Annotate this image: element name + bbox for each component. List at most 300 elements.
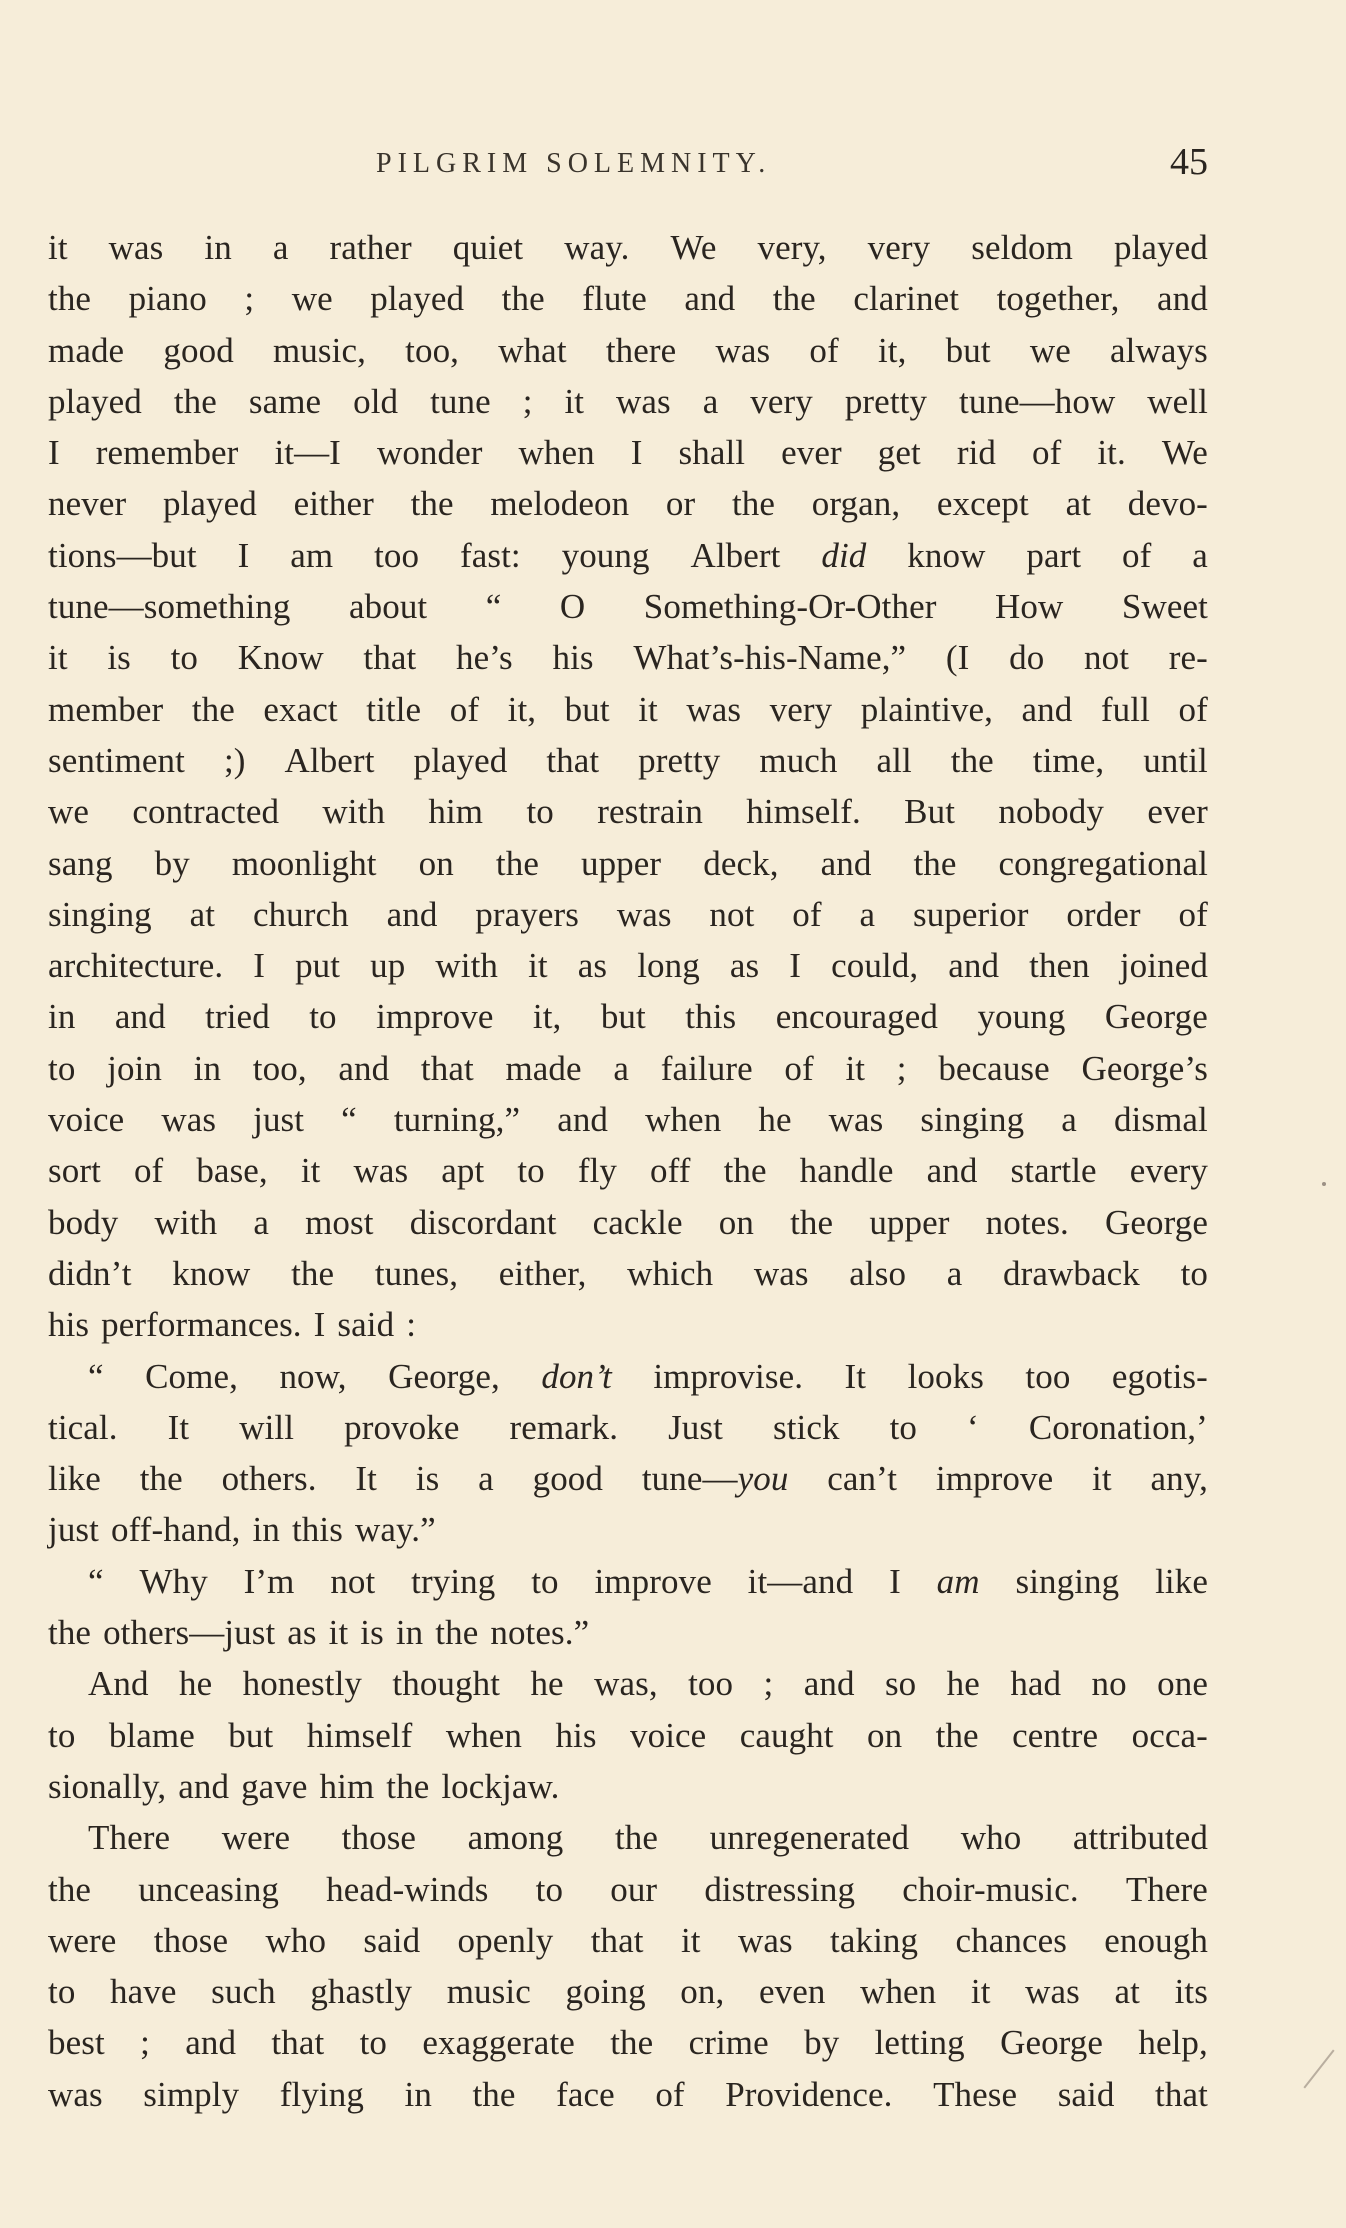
word: centre — [1012, 1715, 1099, 1755]
word: of — [655, 2074, 685, 2114]
word: very — [769, 689, 833, 729]
italic-word: don’t — [541, 1356, 612, 1396]
word: blame — [108, 1715, 195, 1755]
word: ; — [896, 1048, 907, 1088]
word: I — [889, 1561, 901, 1601]
word: it — [48, 638, 68, 678]
word: flying — [279, 2074, 364, 2114]
word: pretty — [638, 740, 721, 780]
word: voice — [48, 1100, 125, 1140]
word: and — [926, 1151, 978, 1191]
word: young — [561, 535, 650, 575]
word: music, — [272, 330, 366, 370]
word: ‘ — [967, 1407, 979, 1447]
word: rather — [329, 228, 412, 267]
word: when — [445, 1715, 523, 1755]
word: Something-Or-Other — [643, 587, 937, 627]
word: too — [1025, 1356, 1071, 1396]
word: superior — [912, 894, 1029, 934]
page-number: 45 — [1170, 141, 1208, 183]
word: with — [435, 946, 499, 986]
word: is — [415, 1459, 440, 1499]
word: of — [1032, 433, 1062, 473]
word: will — [239, 1407, 295, 1447]
word: were — [48, 1920, 117, 1960]
word: but — [945, 330, 991, 370]
word: was — [753, 1253, 809, 1293]
word: the — [386, 1766, 430, 1806]
word: this — [685, 997, 737, 1037]
word: it — [528, 946, 548, 986]
word: stick — [772, 1407, 840, 1447]
word: There — [1125, 1869, 1208, 1909]
word: tunes, — [374, 1253, 459, 1293]
word: because — [938, 1048, 1050, 1088]
word: startle — [1010, 1151, 1097, 1191]
word: was — [48, 2074, 103, 2114]
running-head: PILGRIM SOLEMNITY. — [376, 148, 772, 179]
word: thought — [392, 1664, 501, 1704]
word: simply — [143, 2074, 240, 2114]
word: improve — [376, 997, 494, 1037]
word: I — [237, 535, 250, 575]
word: could, — [831, 946, 919, 986]
word: his — [48, 1305, 90, 1345]
word: flute — [582, 279, 647, 319]
word: the — [913, 843, 957, 883]
word: in — [204, 228, 232, 267]
word: George’s — [1081, 1048, 1208, 1088]
word: most — [305, 1202, 374, 1242]
word: head-winds — [326, 1869, 489, 1909]
text-line — [48, 1043, 1208, 1094]
word: church — [252, 894, 349, 934]
word: to — [48, 1048, 76, 1088]
word: Coronation,’ — [1028, 1407, 1208, 1447]
word: the — [610, 2023, 654, 2063]
word: old — [353, 381, 399, 421]
word: sentiment — [48, 740, 185, 780]
text-line — [48, 1094, 1208, 1145]
word: and — [1157, 279, 1208, 319]
word: it — [300, 1151, 321, 1191]
word: singing — [920, 1100, 1025, 1140]
text-line — [48, 1658, 1208, 1709]
word: too — [688, 1664, 734, 1704]
word: either, — [498, 1253, 587, 1293]
word: notes.” — [490, 1613, 590, 1653]
word: it—I — [274, 433, 341, 473]
text-line — [48, 1710, 1208, 1761]
word: but — [228, 1715, 274, 1755]
word: not — [330, 1561, 376, 1601]
word: no — [1091, 1664, 1127, 1704]
word: very, — [757, 228, 827, 267]
word: when — [645, 1100, 722, 1140]
word: who — [265, 1920, 327, 1960]
word: it. — [1097, 433, 1126, 473]
text-line — [48, 1299, 1208, 1350]
word: order — [1066, 894, 1141, 934]
page-header — [48, 140, 1208, 190]
text-line — [48, 1812, 1208, 1863]
word: played — [1114, 228, 1208, 267]
word: as — [729, 946, 760, 986]
word: choir-music. — [902, 1869, 1079, 1909]
word: but — [600, 997, 646, 1037]
word: turning,” — [393, 1100, 521, 1140]
word: gave — [241, 1766, 308, 1806]
word: it — [328, 1613, 349, 1653]
word: dismal — [1113, 1100, 1208, 1140]
word: the — [772, 279, 816, 319]
word: voice — [630, 1715, 707, 1755]
word: moonlight — [231, 843, 377, 883]
word: Providence. — [725, 2074, 893, 2114]
word: in — [395, 1613, 424, 1653]
word: the — [731, 484, 776, 524]
word: full — [1100, 689, 1150, 729]
word — [937, 1556, 980, 1607]
word: Why — [139, 1561, 208, 1601]
text-line — [48, 1607, 1208, 1658]
word: to — [48, 1972, 76, 2012]
word: a — [859, 894, 876, 934]
word: his — [555, 1715, 597, 1755]
word: rid — [956, 433, 996, 473]
word: It — [167, 1407, 190, 1447]
word: the — [48, 1613, 92, 1653]
italic-word: did — [821, 535, 867, 575]
word: he’s — [456, 638, 513, 678]
word: Just — [668, 1407, 723, 1447]
word: occa- — [1131, 1715, 1208, 1755]
word: I — [253, 946, 266, 986]
word: made — [48, 330, 125, 370]
word: wonder — [376, 433, 483, 473]
word: and — [1021, 689, 1073, 729]
word: sort — [48, 1151, 101, 1191]
italic-word: you — [737, 1459, 789, 1499]
word: member — [48, 689, 164, 729]
word: fast: — [459, 535, 521, 575]
word: know — [172, 1253, 251, 1293]
word: tune—something — [48, 587, 291, 627]
word: failure — [660, 1048, 753, 1088]
word: exaggerate — [422, 2023, 575, 2063]
word: until — [1143, 740, 1208, 780]
word: was — [828, 1100, 884, 1140]
word: off — [650, 1151, 691, 1191]
word: seldom — [971, 228, 1073, 267]
word: and — [820, 843, 872, 883]
text-line — [48, 273, 1208, 324]
word: face — [556, 2074, 615, 2114]
word: ever — [1147, 792, 1208, 832]
word: quiet — [452, 228, 524, 267]
text-line — [48, 1966, 1208, 2017]
word: even — [758, 1972, 826, 2012]
word: : — [406, 1305, 417, 1345]
word: singing — [1015, 1561, 1120, 1601]
word: a — [272, 228, 289, 267]
word: enough — [1104, 1920, 1208, 1960]
word: the — [48, 1869, 92, 1909]
word: tried — [205, 997, 270, 1037]
word: when — [518, 433, 595, 473]
word: know — [907, 535, 986, 575]
word: George — [1104, 997, 1208, 1037]
text-line — [48, 889, 1208, 940]
word: with — [322, 792, 386, 832]
word: when — [860, 1972, 937, 2012]
word: he — [946, 1664, 980, 1704]
word: on — [867, 1715, 903, 1755]
word: sionally, — [48, 1766, 167, 1806]
word: organ, — [811, 484, 901, 524]
word: to — [48, 1715, 76, 1755]
word: (I — [945, 638, 970, 678]
word: it — [680, 1920, 701, 1960]
word: was — [686, 689, 742, 729]
word: caught — [739, 1715, 834, 1755]
word: I’m — [243, 1561, 295, 1601]
word: long — [637, 946, 700, 986]
word: I — [48, 433, 60, 473]
text-line — [48, 427, 1208, 478]
word: ;) — [223, 740, 246, 780]
word: devo- — [1127, 484, 1208, 524]
word: a — [1192, 535, 1208, 575]
word: I — [789, 946, 802, 986]
word: provoke — [344, 1407, 460, 1447]
word: the — [723, 1151, 767, 1191]
word: and — [557, 1100, 609, 1140]
word: of — [133, 1151, 164, 1191]
word: what — [498, 330, 567, 370]
word: every — [1129, 1151, 1208, 1191]
word: the — [472, 2074, 516, 2114]
text-line — [48, 1351, 1208, 1402]
word: which — [627, 1253, 714, 1293]
word: too, — [252, 1048, 307, 1088]
word: honestly — [242, 1664, 363, 1704]
word: the — [291, 1253, 335, 1293]
text-line — [48, 2069, 1208, 2120]
word: that — [420, 1048, 474, 1088]
text-line — [48, 581, 1208, 632]
word: didn’t — [48, 1253, 132, 1293]
word: either — [293, 484, 374, 524]
word: there — [605, 330, 677, 370]
word: Albert — [284, 740, 375, 780]
word: was — [737, 1920, 793, 1960]
word: Know — [237, 638, 324, 678]
word: tune—how — [959, 381, 1116, 421]
word: at — [189, 894, 216, 934]
word: am — [290, 535, 334, 575]
word: We — [1161, 433, 1208, 473]
text-line — [48, 1504, 1208, 1555]
word: with — [154, 1202, 218, 1242]
word: join — [107, 1048, 162, 1088]
word: drawback — [1003, 1253, 1140, 1293]
word: congregational — [998, 843, 1208, 883]
word: prayers — [475, 894, 579, 934]
word: looks — [907, 1356, 984, 1396]
word: him — [428, 792, 484, 832]
word: too, — [405, 330, 460, 370]
paper-mark — [1303, 2049, 1334, 2088]
word: at — [1065, 484, 1092, 524]
word: And — [88, 1664, 149, 1704]
word: a — [613, 1048, 629, 1088]
word: best — [48, 2023, 105, 2063]
text-line — [48, 1197, 1208, 1248]
word: it — [564, 381, 585, 421]
word: trying — [411, 1561, 496, 1601]
word: the — [173, 381, 217, 421]
word: can’t — [827, 1459, 898, 1499]
word: it — [1092, 1459, 1112, 1499]
word: himself. — [746, 792, 861, 832]
word: get — [877, 433, 921, 473]
word: on, — [680, 1972, 725, 2012]
word: to — [170, 638, 199, 678]
word: unceasing — [138, 1869, 280, 1909]
word: up — [370, 946, 406, 986]
word: it — [638, 689, 658, 729]
word: off-hand, — [110, 1510, 241, 1550]
word: ; — [763, 1664, 774, 1704]
word: that — [363, 638, 417, 678]
word: was — [108, 228, 164, 267]
word: ; — [244, 279, 255, 319]
word: good — [532, 1459, 604, 1499]
word: was, — [594, 1664, 658, 1704]
word: to — [531, 1561, 559, 1601]
word: Albert — [690, 535, 781, 575]
word: about — [349, 587, 428, 627]
word: put — [295, 946, 341, 986]
word: ; — [140, 2023, 150, 2063]
text-line — [48, 325, 1208, 376]
word: then — [1029, 946, 1090, 986]
word: the — [950, 740, 994, 780]
text-line — [48, 838, 1208, 889]
word: and — [185, 2023, 237, 2063]
text-line — [48, 1556, 1208, 1607]
word: chances — [955, 1920, 1067, 1960]
word: taking — [830, 1920, 919, 1960]
text-line — [48, 1145, 1208, 1196]
text-line — [48, 684, 1208, 735]
word: now, — [279, 1356, 347, 1396]
word: It — [844, 1356, 867, 1396]
word: performances. — [101, 1305, 302, 1345]
word: and — [684, 279, 736, 319]
word: was — [616, 381, 671, 421]
word: part — [1026, 535, 1082, 575]
word: in — [48, 997, 76, 1037]
word: going — [565, 1972, 646, 2012]
word: the — [435, 1613, 479, 1653]
word: base, — [196, 1151, 268, 1191]
word: “ — [88, 1356, 104, 1396]
word: much — [759, 740, 838, 780]
word: by — [154, 843, 190, 883]
word: of — [784, 1048, 814, 1088]
word: George, — [388, 1356, 500, 1396]
word: upper — [869, 1202, 950, 1242]
word: the — [935, 1715, 979, 1755]
word: was — [161, 1100, 217, 1140]
word: of — [792, 894, 822, 934]
word: this — [291, 1510, 343, 1550]
word: its — [1174, 1972, 1208, 2012]
word: way.” — [354, 1510, 436, 1550]
word: I — [630, 433, 643, 473]
word: very — [750, 381, 813, 421]
word: deck, — [703, 843, 779, 883]
word: he — [758, 1100, 792, 1140]
word: lockjaw. — [441, 1766, 560, 1806]
word: shall — [678, 433, 746, 473]
word: tical. — [48, 1407, 118, 1447]
word: egotis- — [1111, 1356, 1208, 1396]
word: But — [904, 792, 956, 832]
word: it — [845, 1048, 866, 1088]
word: in — [193, 1048, 222, 1088]
word: music — [446, 1972, 531, 2012]
word: and — [803, 1664, 855, 1704]
word: others. — [221, 1459, 317, 1499]
word: tune — [430, 381, 491, 421]
text-line — [48, 530, 1208, 581]
word: notes. — [985, 1202, 1069, 1242]
word: is — [360, 1613, 384, 1653]
word: Come, — [145, 1356, 238, 1396]
word: improve — [594, 1561, 712, 1601]
word: do — [1009, 638, 1045, 678]
word: We — [670, 228, 717, 267]
word: it, — [507, 689, 537, 729]
word: and — [178, 1766, 230, 1806]
text-line — [48, 1864, 1208, 1915]
word: fly — [577, 1151, 618, 1191]
word: just — [253, 1100, 305, 1140]
word: on — [418, 843, 454, 883]
word: his — [552, 638, 594, 678]
word: it — [48, 228, 68, 267]
word: we — [291, 279, 333, 319]
word: always — [1110, 330, 1208, 370]
word: was — [1025, 1972, 1080, 2012]
word: the — [139, 1459, 183, 1499]
word: crime — [688, 2023, 769, 2063]
word: in — [252, 1510, 280, 1550]
word: of — [449, 689, 480, 729]
word: of — [1122, 535, 1152, 575]
word: of — [809, 330, 839, 370]
word: never — [48, 484, 127, 524]
word: plaintive, — [860, 689, 994, 729]
word: improve — [935, 1459, 1054, 1499]
word: attributed — [1072, 1818, 1208, 1858]
word: tune—you — [641, 1459, 789, 1499]
text-line — [48, 991, 1208, 1042]
word: the — [495, 843, 539, 883]
